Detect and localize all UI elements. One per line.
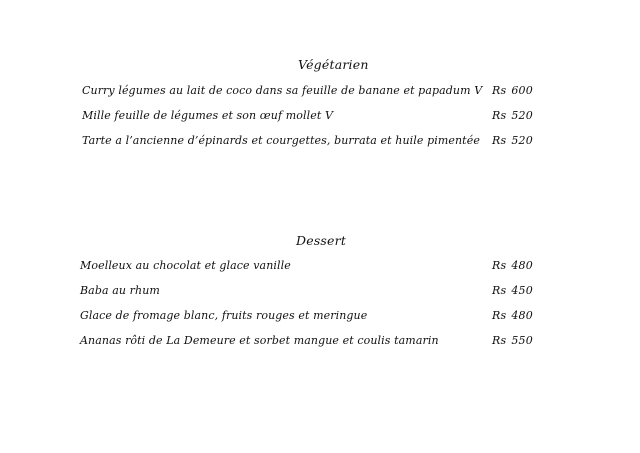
price-currency: Rs xyxy=(492,84,507,97)
menu-item: Baba au rhum xyxy=(80,284,160,297)
price-amount: 550 xyxy=(511,334,533,347)
price-amount: 520 xyxy=(511,109,533,122)
price-amount: 520 xyxy=(511,134,533,147)
menu-item-price xyxy=(492,259,533,272)
menu-item-price xyxy=(492,284,533,297)
menu-item: Moelleux au chocolat et glace vanille xyxy=(80,259,291,272)
section-title-dessert: Dessert xyxy=(296,233,347,248)
menu-item: Ananas rôti de La Demeure et sorbet mangue et coulis tamarin xyxy=(80,334,439,347)
price-currency: Rs xyxy=(492,309,507,322)
section-title-vegetarien: Végétarien xyxy=(298,57,369,72)
menu-item: Curry légumes au lait de coco dans sa feuille de banane et papadum V xyxy=(82,84,483,97)
menu-item: Glace de fromage blanc, fruits rouges et meringue xyxy=(80,309,368,322)
price-currency: Rs xyxy=(492,134,507,147)
price-amount: 480 xyxy=(511,259,533,272)
menu-item-price xyxy=(492,84,533,97)
price-currency: Rs xyxy=(492,109,507,122)
menu-item-price xyxy=(492,109,533,122)
menu-item-price xyxy=(492,334,533,347)
menu-item: Tarte a l’ancienne d’épinards et courgettes, burrata et huile pimentée xyxy=(82,134,480,147)
price-amount: 600 xyxy=(511,84,533,97)
price-currency: Rs xyxy=(492,284,507,297)
price-currency: Rs xyxy=(492,259,507,272)
price-amount: 450 xyxy=(511,284,533,297)
menu-item-price xyxy=(492,134,533,147)
price-amount: 480 xyxy=(511,309,533,322)
price-currency: Rs xyxy=(492,334,507,347)
menu-item: Mille feuille de légumes et son œuf mollet V xyxy=(82,109,333,122)
menu-item-price xyxy=(492,309,533,322)
